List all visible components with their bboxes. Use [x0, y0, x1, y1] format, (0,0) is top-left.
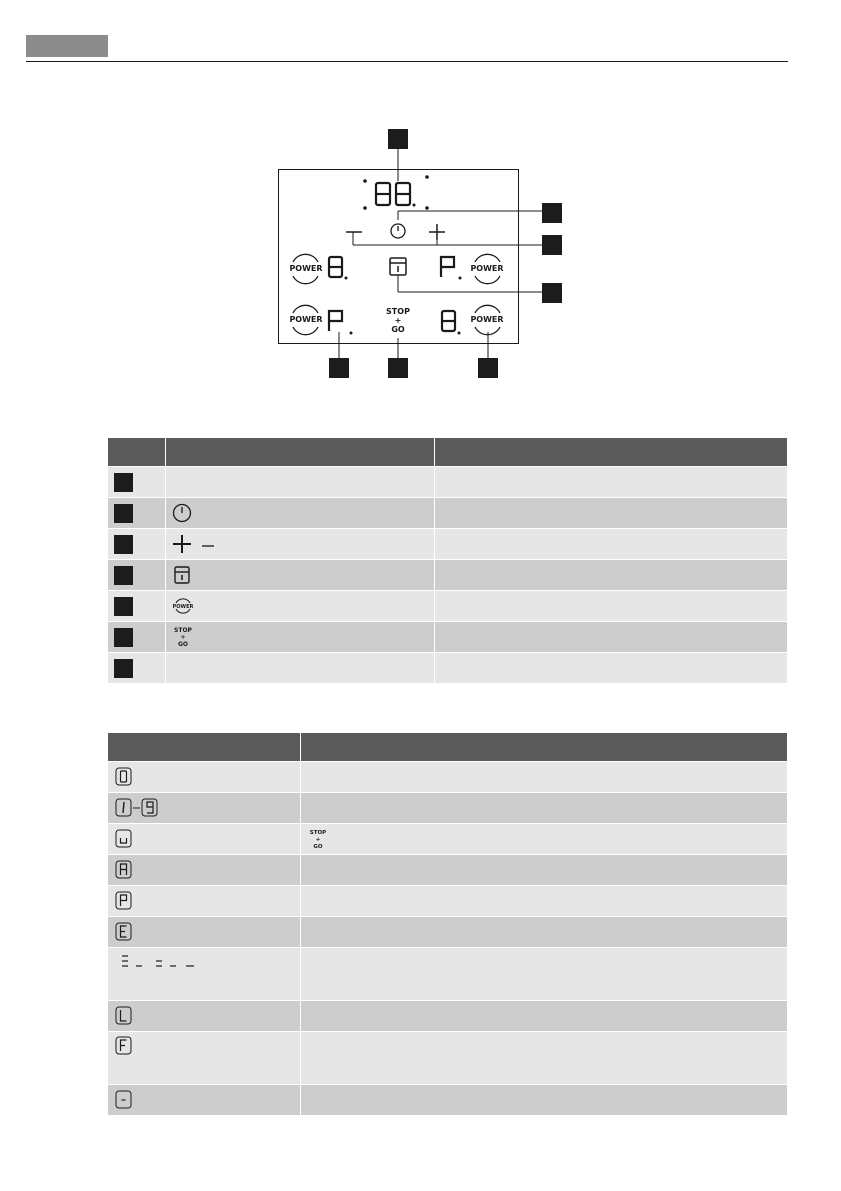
display-left-top-icon: [329, 257, 342, 277]
table-cell: [108, 948, 300, 1001]
table-row: [108, 793, 787, 824]
column-header: [108, 438, 165, 467]
table-cell: [165, 560, 434, 591]
table-row: [108, 824, 787, 855]
table-row: [108, 948, 787, 1001]
power-button-right-bottom[interactable]: POWER: [470, 315, 504, 324]
table-row: [108, 886, 787, 917]
table-cell: [108, 886, 300, 917]
table-cell: [108, 824, 300, 855]
table-cell: [434, 498, 787, 529]
table-cell: [108, 653, 165, 684]
table-row: [108, 653, 787, 684]
stop-go-icon: [172, 625, 194, 649]
callout-2: [542, 203, 562, 223]
display-table-header: [108, 733, 787, 762]
table-cell: [108, 467, 165, 498]
table-cell: [108, 622, 165, 653]
display-right-bottom-icon: [442, 311, 455, 331]
svg-text:GO: GO: [312, 844, 323, 850]
column-header: [108, 733, 300, 762]
table-row: [108, 622, 787, 653]
heat-bars-icon: [114, 952, 204, 970]
table-cell: [300, 948, 787, 1001]
svg-text:STOP: STOP: [309, 830, 326, 836]
power-icon: [172, 596, 194, 616]
table-cell: [300, 762, 787, 793]
display-0-icon: [114, 767, 134, 787]
table-cell: [108, 1032, 300, 1085]
stop-go-icon: [307, 828, 329, 850]
table-cell: [434, 622, 787, 653]
table-row: [108, 762, 787, 793]
display-p-icon: [114, 891, 134, 911]
table-row: [108, 917, 787, 948]
table-row: [108, 498, 787, 529]
column-header: [434, 438, 787, 467]
table-cell: [434, 467, 787, 498]
table-row: [108, 1001, 787, 1032]
display-right-top-icon: [441, 257, 454, 277]
callout-4: [542, 283, 562, 303]
table-row: [108, 1032, 787, 1085]
timer-icon: [172, 503, 192, 523]
table-row: [108, 467, 787, 498]
callout-square: [114, 597, 133, 616]
table-cell: [300, 917, 787, 948]
table-cell: [108, 498, 165, 529]
callout-6: [388, 358, 408, 378]
callout-square: [114, 473, 133, 492]
go-label: GO: [391, 325, 405, 334]
table-cell: [108, 560, 165, 591]
callout-square: [114, 659, 133, 678]
table-cell: [300, 1085, 787, 1116]
stop-go-button[interactable]: [380, 307, 416, 334]
table-cell: [108, 855, 300, 886]
table-cell: [165, 622, 434, 653]
table-cell: [434, 529, 787, 560]
svg-text:POWER: POWER: [172, 604, 193, 610]
table-cell: [165, 591, 434, 622]
table-cell: [108, 762, 300, 793]
display-e-icon: [114, 922, 134, 942]
table-cell: [165, 653, 434, 684]
controls-table: [108, 438, 787, 683]
display-a-icon: [114, 860, 134, 880]
svg-text:+: +: [179, 634, 186, 641]
table-cell: [165, 498, 434, 529]
display-f-icon: [114, 1036, 134, 1056]
callout-square: [114, 504, 133, 523]
plus-icon: [429, 224, 445, 240]
display-left-bottom-icon: [329, 311, 342, 331]
svg-text:STOP: STOP: [173, 627, 192, 634]
table-cell: [300, 1032, 787, 1085]
table-row: [108, 1085, 787, 1116]
display-l-icon: [114, 1006, 134, 1026]
callout-1: [388, 129, 408, 149]
callout-square: [114, 566, 133, 585]
table-cell: [300, 1001, 787, 1032]
table-cell: [300, 886, 787, 917]
power-button-left-bottom[interactable]: POWER: [289, 315, 323, 324]
table-cell: [165, 467, 434, 498]
table-cell: [108, 529, 165, 560]
svg-text:GO: GO: [177, 641, 188, 648]
display-dash-icon: [114, 1090, 134, 1110]
table-cell: [108, 917, 300, 948]
plus-label: +: [394, 316, 402, 325]
table-cell: [165, 529, 434, 560]
table-cell: [434, 560, 787, 591]
table-row: [108, 855, 787, 886]
table-cell: [300, 824, 787, 855]
timer-icon: [391, 224, 405, 238]
callout-7: [478, 358, 498, 378]
display-1-9-icon: [114, 798, 160, 818]
table-row: [108, 560, 787, 591]
callout-square: [114, 535, 133, 554]
callout-square: [114, 628, 133, 647]
power-button-left-top[interactable]: POWER: [289, 264, 323, 273]
table-cell: [108, 1001, 300, 1032]
table-cell: [300, 793, 787, 824]
lock-icon: [172, 565, 192, 585]
svg-text:+: +: [315, 837, 320, 843]
callout-5: [329, 358, 349, 378]
stop-label: STOP: [386, 307, 410, 316]
lock-icon: [390, 258, 406, 275]
display-u-icon: [114, 829, 134, 849]
table-cell: [434, 653, 787, 684]
callout-3: [542, 235, 562, 255]
display-top-icon: [376, 183, 410, 205]
plus-minus-icon: [172, 534, 218, 554]
control-panel-lines: [0, 0, 841, 400]
column-header: [300, 733, 787, 762]
display-table: [108, 733, 787, 1115]
table-cell: [108, 1085, 300, 1116]
table-row: [108, 529, 787, 560]
power-button-right-top[interactable]: POWER: [470, 264, 504, 273]
table-cell: [434, 591, 787, 622]
table-cell: [108, 793, 300, 824]
table-cell: [300, 855, 787, 886]
table-cell: [108, 591, 165, 622]
controls-table-header: [108, 438, 787, 467]
column-header: [165, 438, 434, 467]
table-row: [108, 591, 787, 622]
